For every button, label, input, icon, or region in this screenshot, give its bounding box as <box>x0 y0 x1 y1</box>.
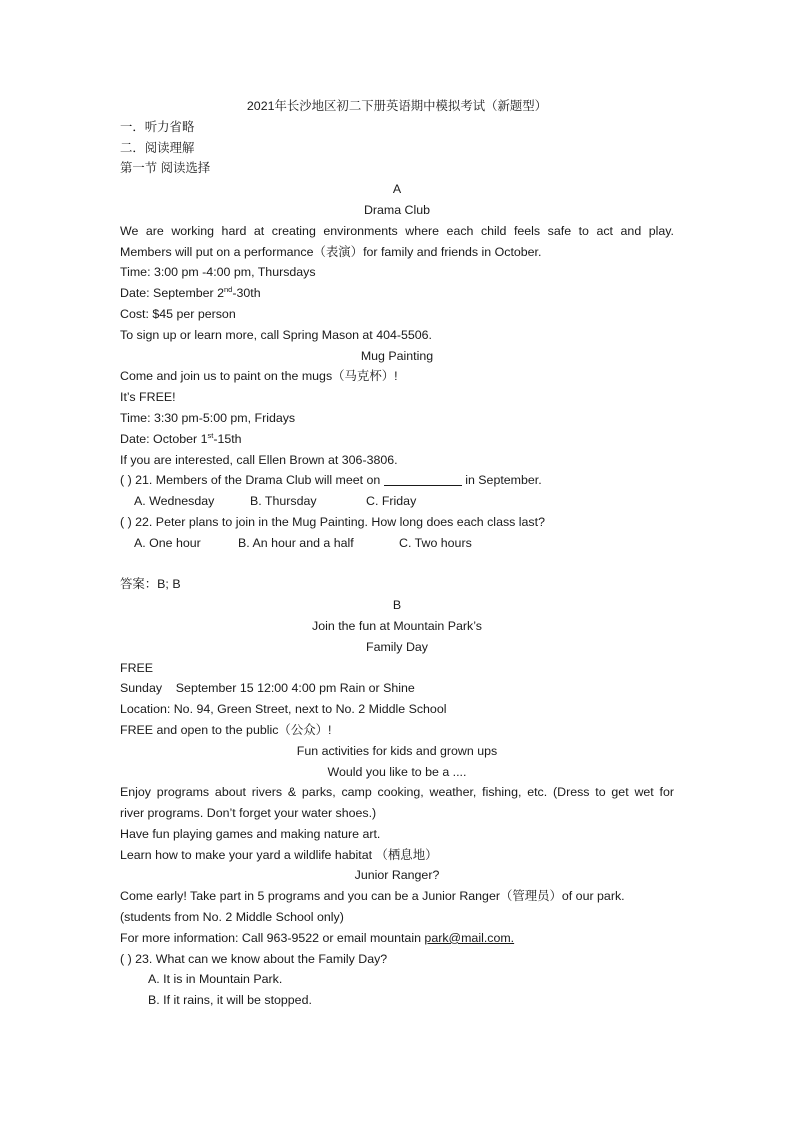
drama-cost: Cost: $45 per person <box>120 306 236 321</box>
q23-option-b: B. If it rains, it will be stopped. <box>148 993 312 1008</box>
drama-club-heading: Drama Club <box>363 202 431 217</box>
question-22: ( ) 22. Peter plans to join in the Mug Painting. How long does each class last? <box>120 514 545 529</box>
passage-a-letter: A <box>392 182 402 197</box>
passage-b-letter: B <box>392 598 402 613</box>
email-link[interactable]: park@mail.com. <box>424 930 515 945</box>
drama-line2: Members will put on a performance（表演）for family and friends in October. <box>120 244 542 259</box>
students-line: (students from No. 2 Middle School only) <box>120 910 344 925</box>
drama-line1: We are working hard at creating environments where each child feels safe to act and play. <box>120 223 674 238</box>
answer-key: 答案：B; B <box>120 577 181 592</box>
mug-time: Time: 3:30 pm-5:00 pm, Fridays <box>120 410 296 425</box>
come-early-line: Come early! Take part in 5 programs and you can be a Junior Ranger（管理员）of our park. <box>120 889 625 904</box>
page-title: 2021年长沙地区初二下册英语期中模拟考试（新题型） <box>246 99 548 113</box>
document-body <box>120 96 674 1011</box>
part-heading: 第一节 阅读选择 <box>120 161 211 176</box>
question-21-options <box>120 491 674 512</box>
fun-activities: Fun activities for kids and grown ups <box>296 743 498 758</box>
drama-time: Time: 3:00 pm -4:00 pm, Thursdays <box>120 265 316 280</box>
drama-date: Date: September 2nd-30th <box>120 285 261 301</box>
event-public: FREE and open to the public（公众）! <box>120 722 332 737</box>
section-listening: 一．听力省略 <box>120 119 195 134</box>
family-day-heading-1: Join the fun at Mountain Park’s <box>312 618 482 633</box>
family-day-heading-2: Family Day <box>366 639 428 654</box>
enjoy-line1: Enjoy programs about rivers & parks, camp cooking, weather, fishing, etc. (Dress to get wet for <box>120 785 674 800</box>
junior-ranger-heading: Junior Ranger? <box>354 868 440 883</box>
q21-option-c: C. Friday <box>366 494 417 509</box>
enjoy-line2: river programs. Don’t forget your water shoes.) <box>120 806 377 821</box>
mug-painting-heading: Mug Painting <box>360 348 434 363</box>
mug-contact: If you are interested, call Ellen Brown at 306-3806. <box>120 452 398 467</box>
event-when: Sunday September 15 12:00 4:00 pm Rain or Shine <box>120 681 415 696</box>
question-21: ( ) 21. Members of the Drama Club will meet on in September. <box>120 473 542 488</box>
question-23: ( ) 23. What can we know about the Family Day? <box>120 951 388 966</box>
info-line: For more information: Call 963-9522 or email mountain park@mail.com. <box>120 930 515 945</box>
q22-option-c: C. Two hours <box>399 535 472 550</box>
mug-line2: It’s FREE! <box>120 390 176 405</box>
spacer <box>120 554 674 575</box>
question-22-options <box>120 533 674 554</box>
answer-blank <box>384 472 462 486</box>
event-location: Location: No. 94, Green Street, next to No. 2 Middle School <box>120 702 447 717</box>
mug-date: Date: October 1st-15th <box>120 430 242 446</box>
would-you-like: Would you like to be a .... <box>327 764 467 779</box>
learn-line: Learn how to make your yard a wildlife habitat （栖息地） <box>120 847 438 862</box>
games-line: Have fun playing games and making nature art. <box>120 826 381 841</box>
q22-option-b: B. An hour and a half <box>238 535 354 550</box>
mug-line1: Come and join us to paint on the mugs（马克杯）! <box>120 369 398 384</box>
section-reading: 二．阅读理解 <box>120 140 195 155</box>
q22-option-a: A. One hour <box>134 535 201 550</box>
drama-signup: To sign up or learn more, call Spring Mason at 404-5506. <box>120 327 433 342</box>
free-label: FREE <box>120 660 154 675</box>
q23-option-a: A. It is in Mountain Park. <box>148 972 283 987</box>
q21-option-b: B. Thursday <box>250 494 317 509</box>
q21-option-a: A. Wednesday <box>134 494 215 509</box>
